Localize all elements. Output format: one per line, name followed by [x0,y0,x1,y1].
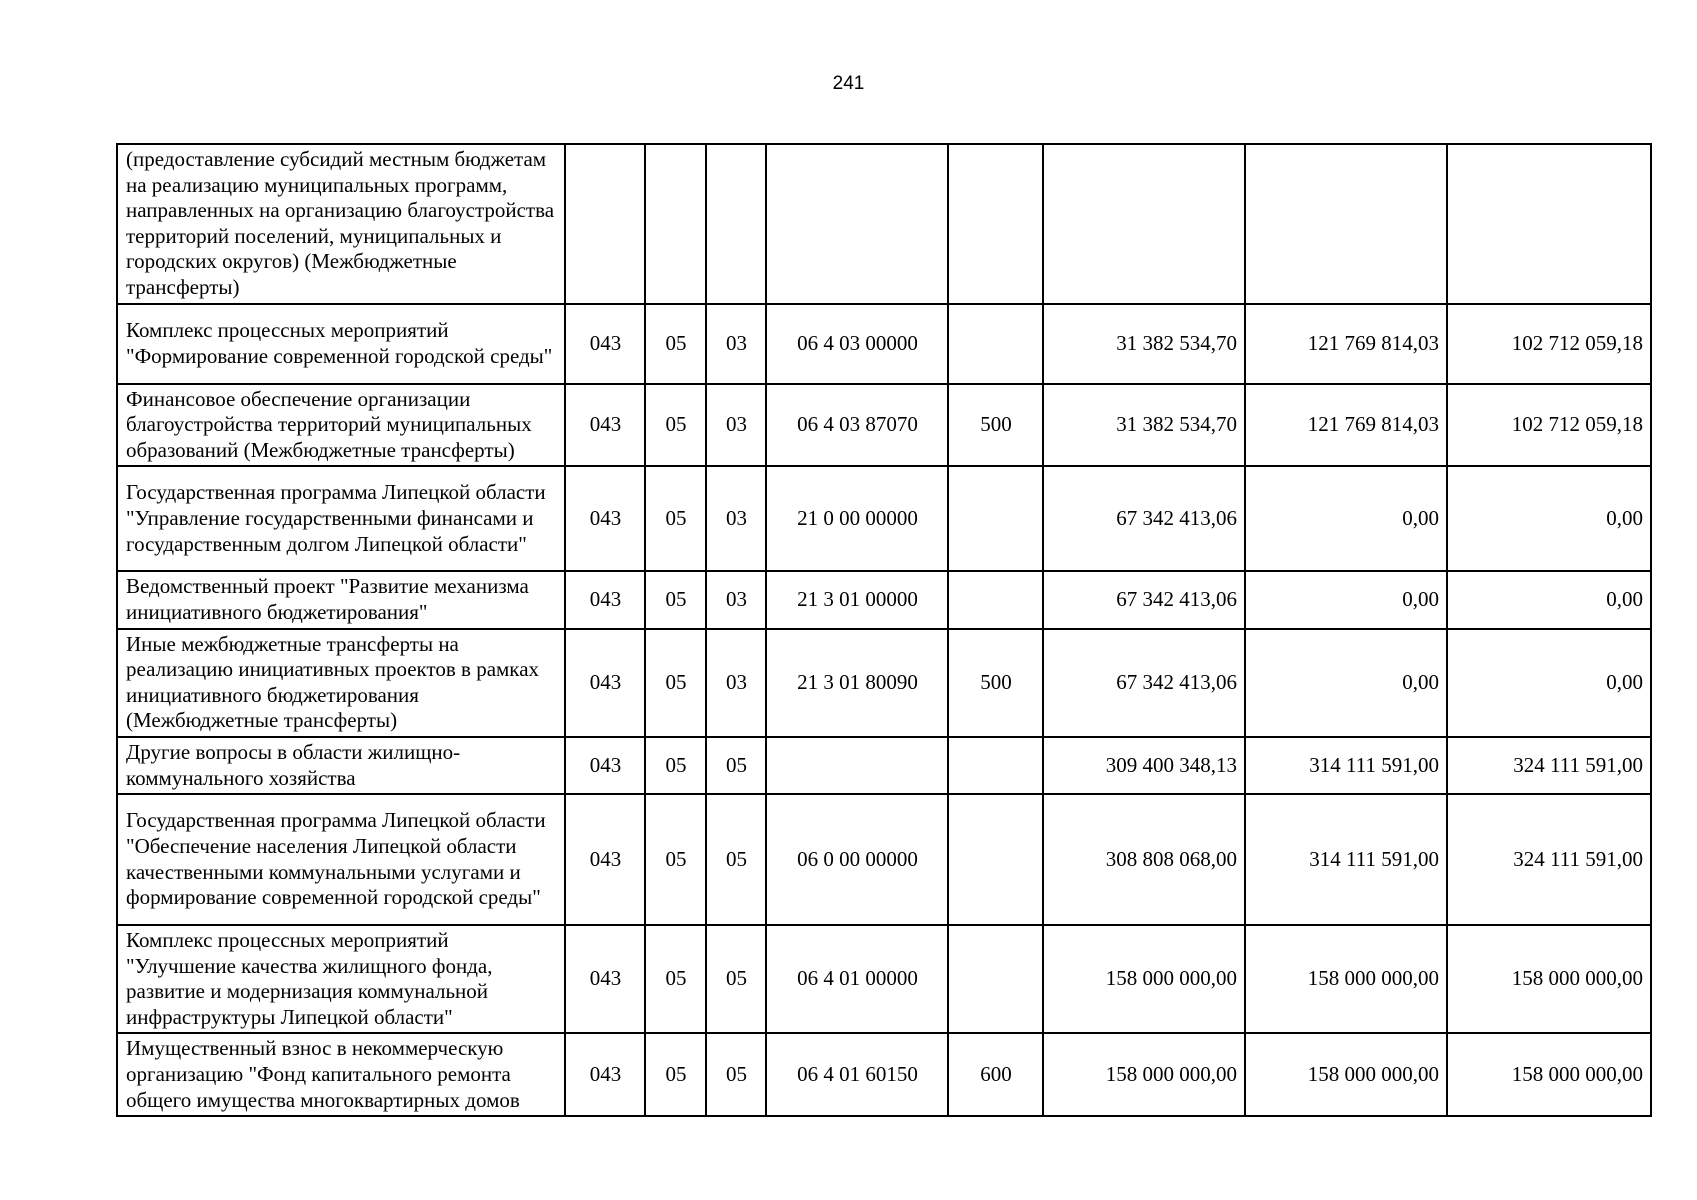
target-code: 06 4 03 87070 [766,384,948,467]
amount-2: 158 000 000,00 [1245,1033,1447,1116]
amount-2 [1245,144,1447,304]
expense-type-code [948,144,1043,304]
section-code: 05 [645,925,706,1033]
amount-1: 67 342 413,06 [1043,629,1245,737]
expense-type-code [948,925,1043,1033]
amount-1: 158 000 000,00 [1043,1033,1245,1116]
subsection-code: 05 [706,925,766,1033]
expense-type-code: 600 [948,1033,1043,1116]
subsection-code: 03 [706,304,766,384]
row-name: Другие вопросы в области жилищно-коммунального хозяйства [117,737,565,794]
table-row [117,571,1651,628]
section-code: 05 [645,304,706,384]
amount-3: 324 111 591,00 [1447,794,1651,925]
target-code: 06 0 00 00000 [766,794,948,925]
amount-2: 121 769 814,03 [1245,384,1447,467]
amount-3: 102 712 059,18 [1447,304,1651,384]
row-name: Иные межбюджетные трансферты на реализацию инициативных проектов в рамках инициативного бюджетирования (Межбюджетные трансферты) [117,629,565,737]
amount-1 [1043,144,1245,304]
table-row [117,466,1651,571]
amount-3: 102 712 059,18 [1447,384,1651,467]
amount-3: 324 111 591,00 [1447,737,1651,794]
expense-type-code [948,466,1043,571]
row-name: Финансовое обеспечение организации благоустройства территорий муниципальных образований (Межбюджетные трансферты) [117,384,565,467]
expense-type-code [948,304,1043,384]
ministry-code: 043 [565,571,645,628]
target-code: 06 4 01 00000 [766,925,948,1033]
table-row [117,384,1651,467]
amount-2: 314 111 591,00 [1245,794,1447,925]
amount-2: 158 000 000,00 [1245,925,1447,1033]
amount-1: 158 000 000,00 [1043,925,1245,1033]
expense-type-code [948,737,1043,794]
subsection-code [706,144,766,304]
ministry-code: 043 [565,466,645,571]
row-name: Комплекс процессных мероприятий "Формирование современной городской среды" [117,304,565,384]
ministry-code: 043 [565,384,645,467]
amount-2: 121 769 814,03 [1245,304,1447,384]
amount-3: 158 000 000,00 [1447,925,1651,1033]
amount-3: 0,00 [1447,571,1651,628]
amount-1: 67 342 413,06 [1043,571,1245,628]
table-row [117,144,1651,304]
subsection-code: 03 [706,629,766,737]
expense-type-code [948,794,1043,925]
row-name: Государственная программа Липецкой области "Управление государственными финансами и государственным долгом Липецкой области" [117,466,565,571]
target-code: 21 3 01 00000 [766,571,948,628]
expense-type-code: 500 [948,629,1043,737]
ministry-code: 043 [565,629,645,737]
subsection-code: 03 [706,466,766,571]
row-name: (предоставление субсидий местным бюджетам на реализацию муниципальных программ, направленных на организацию благоустройства территорий поселений, муниципальных и городских округов) (Межбюджетные трансферты) [117,144,565,304]
subsection-code: 03 [706,571,766,628]
amount-1: 31 382 534,70 [1043,304,1245,384]
amount-3: 0,00 [1447,466,1651,571]
amount-3: 0,00 [1447,629,1651,737]
amount-2: 0,00 [1245,571,1447,628]
table-row [117,629,1651,737]
amount-2: 0,00 [1245,629,1447,737]
ministry-code [565,144,645,304]
table-row [117,304,1651,384]
target-code: 21 3 01 80090 [766,629,948,737]
expense-type-code: 500 [948,384,1043,467]
target-code: 06 4 01 60150 [766,1033,948,1116]
amount-3: 158 000 000,00 [1447,1033,1651,1116]
ministry-code: 043 [565,1033,645,1116]
row-name: Государственная программа Липецкой области "Обеспечение населения Липецкой области качественными коммунальными услугами и формирование современной городской среды" [117,794,565,925]
section-code: 05 [645,1033,706,1116]
table-row [117,737,1651,794]
table-row [117,925,1651,1033]
ministry-code: 043 [565,794,645,925]
row-name: Комплекс процессных мероприятий "Улучшение качества жилищного фонда, развитие и модернизация коммунальной инфраструктуры Липецкой области" [117,925,565,1033]
section-code: 05 [645,466,706,571]
subsection-code: 05 [706,1033,766,1116]
target-code: 21 0 00 00000 [766,466,948,571]
amount-1: 67 342 413,06 [1043,466,1245,571]
row-name: Ведомственный проект "Развитие механизма инициативного бюджетирования" [117,571,565,628]
ministry-code: 043 [565,304,645,384]
amount-1: 309 400 348,13 [1043,737,1245,794]
amount-1: 308 808 068,00 [1043,794,1245,925]
amount-1: 31 382 534,70 [1043,384,1245,467]
amount-2: 0,00 [1245,466,1447,571]
section-code [645,144,706,304]
subsection-code: 05 [706,737,766,794]
section-code: 05 [645,737,706,794]
row-name: Имущественный взнос в некоммерческую организацию "Фонд капитального ремонта общего имущества многоквартирных домов [117,1033,565,1116]
target-code: 06 4 03 00000 [766,304,948,384]
amount-2: 314 111 591,00 [1245,737,1447,794]
section-code: 05 [645,384,706,467]
section-code: 05 [645,571,706,628]
ministry-code: 043 [565,737,645,794]
expense-type-code [948,571,1043,628]
section-code: 05 [645,794,706,925]
ministry-code: 043 [565,925,645,1033]
page-number: 241 [832,73,865,94]
subsection-code: 03 [706,384,766,467]
table-row [117,1033,1651,1116]
target-code [766,737,948,794]
table-row [117,794,1651,925]
amount-3 [1447,144,1651,304]
section-code: 05 [645,629,706,737]
budget-table [116,143,1652,1117]
target-code [766,144,948,304]
subsection-code: 05 [706,794,766,925]
